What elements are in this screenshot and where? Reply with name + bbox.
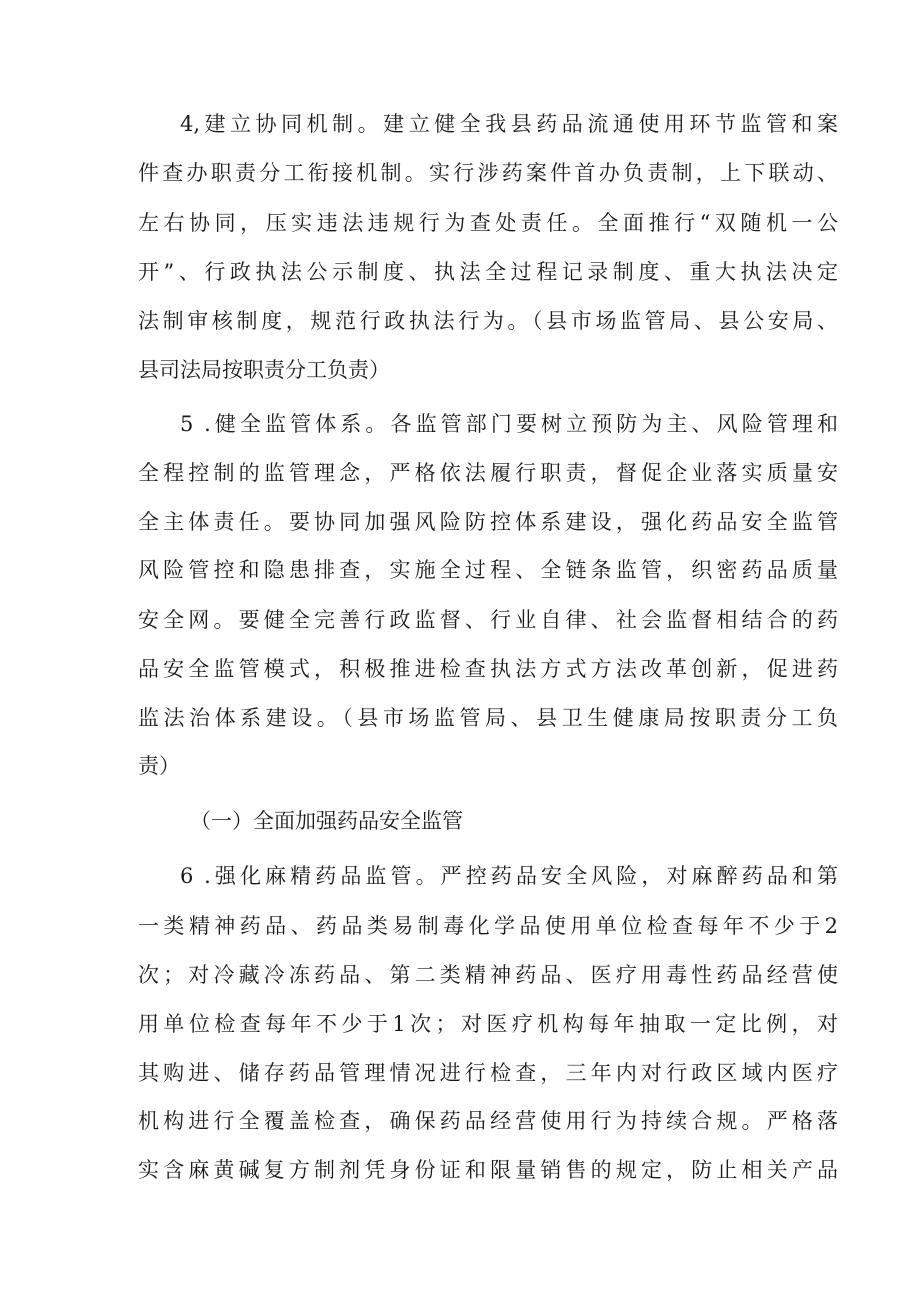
paragraph-5-line-1: 5 .健全监管体系。各监管部门要树立预防为主、风险管理和: [180, 412, 838, 436]
paragraph-6-line-3: 次；对冷藏冷冻药品、第二类精神药品、医疗用毒性药品经营使: [138, 963, 838, 987]
paragraph-5-line-2: 全程控制的监管理念，严格依法履行职责，督促企业落实质量安: [138, 461, 838, 485]
paragraph-6-line-2: 一类精神药品、药品类易制毒化学品使用单位检查每年不少于2: [138, 914, 838, 938]
paragraph-6-line-5: 其购进、储存药品管理情况进行检查，三年内对行政区域内医疗: [138, 1061, 838, 1085]
section-heading: （一）全面加强药品安全监管: [190, 809, 463, 833]
paragraph-6-line-1: 6 .强化麻精药品监管。严控药品安全风险，对麻醉药品和第: [180, 864, 838, 888]
paragraph-4-line-2: 件查办职责分工衔接机制。实行涉药案件首办负责制，上下联动、: [138, 161, 838, 185]
paragraph-4-line-5: 法制审核制度，规范行政执法行为。（县市场监管局、县公安局、: [138, 309, 838, 333]
paragraph-5-line-3: 全主体责任。要协同加强风险防控体系建设，强化药品安全监管: [138, 510, 838, 534]
paragraph-5-line-6: 品安全监管模式，积极推进检查执法方式方法改革创新，促进药: [138, 657, 838, 681]
paragraph-4-line-3: 左右协同，压实违法违规行为查处责任。全面推行“双随机一公: [138, 211, 838, 235]
paragraph-6-line-4: 用单位检查每年不少于1次；对医疗机构每年抽取一定比例，对: [138, 1012, 838, 1036]
paragraph-6-line-6: 机构进行全覆盖检查，确保药品经营使用行为持续合规。严格落: [138, 1109, 838, 1133]
paragraph-4-line-1: 4,建立协同机制。建立健全我县药品流通使用环节监管和案: [180, 112, 838, 136]
paragraph-5-line-7: 监法治体系建设。（县市场监管局、县卫生健康局按职责分工负: [138, 706, 838, 730]
paragraph-5-line-5: 安全网。要健全完善行政监督、行业自律、社会监督相结合的药: [138, 608, 838, 632]
paragraph-4-line-4: 开”、行政执法公示制度、执法全过程记录制度、重大执法决定: [138, 260, 838, 284]
paragraph-6-line-7: 实含麻黄碱复方制剂凭身份证和限量销售的规定，防止相关产品: [138, 1158, 838, 1182]
paragraph-5-line-4: 风险管控和隐患排查，实施全过程、全链条监管，织密药品质量: [138, 558, 838, 582]
paragraph-4-line-6: 县司法局按职责分工负责）: [138, 358, 390, 382]
paragraph-5-line-8: 责）: [138, 754, 180, 778]
